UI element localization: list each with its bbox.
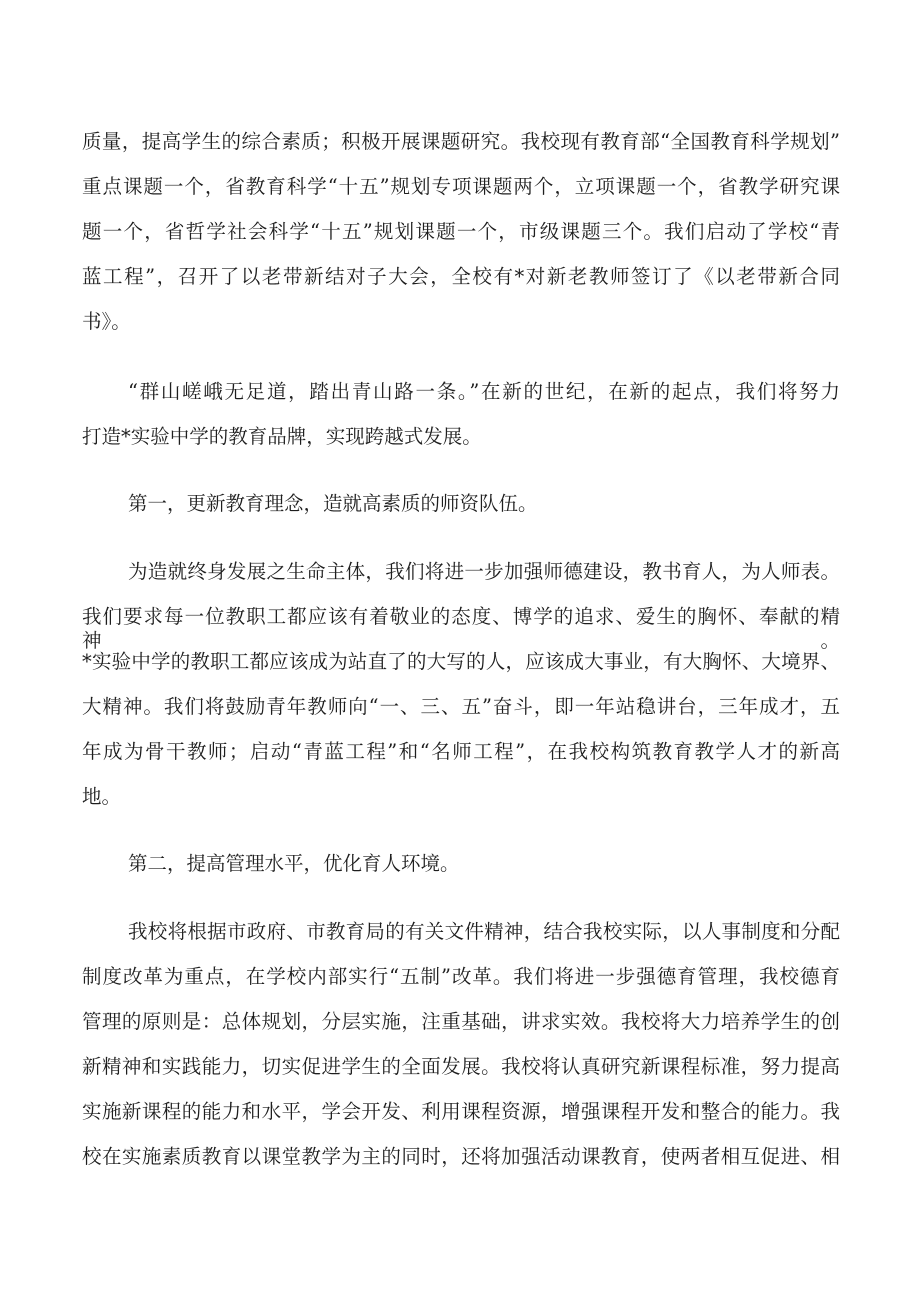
text-line: 年成为骨干教师；启动“青蓝工程”和“名师工程”，在我校构筑教育教学人才的新高 [82,740,840,763]
text-line: 制度改革为重点，在学校内部实行“五制”改革。我们将进一步强德育管理，我校德育 [82,965,840,988]
text-line: 管理的原则是：总体规划，分层实施，注重基础，讲求实效。我校将大力培养学生的创 [82,1010,840,1033]
text-line: 重点课题一个，省教育科学“十五”规划专项课题两个，立项课题一个，省教学研究课 [82,175,840,198]
text-line: 蓝工程”，召开了以老带新结对子大会，全校有*对新老教师签订了《以老带新合同 [82,265,840,288]
text-line: 实施新课程的能力和水平，学会开发、利用课程资源，增强课程开发和整合的能力。我 [82,1100,840,1123]
text-line: 题一个，省哲学社会科学“十五”规划课题一个，市级课题三个。我们启动了学校“青 [82,220,840,243]
text-line: 我校将根据市政府、市教育局的有关文件精神，结合我校实际，以人事制度和分配 [128,920,840,943]
section-heading: 第一，更新教育理念，造就高素质的师资队伍。 [128,492,538,515]
text-line: 为造就终身发展之生命主体，我们将进一步加强师德建设，教书育人，为人师表。 [128,560,840,583]
text-line: “群山嵯峨无足道，踏出青山路一条。”在新的世纪，在新的起点，我们将努力 [128,380,840,403]
text-line: 打造*实验中学的教育品牌，实现跨越式发展。 [82,425,482,448]
text-line: 新精神和实践能力，切实促进学生的全面发展。我校将认真研究新课程标准，努力提高 [82,1055,840,1078]
text-line: 质量，提高学生的综合素质；积极开展课题研究。我校现有教育部“全国教育科学规划” [82,130,840,153]
text-line: 地。 [82,785,122,808]
text-line: 我们要求每一位教职工都应该有着敬业的态度、博学的追求、爱生的胸怀、奉献的精神。 [82,605,840,652]
section-heading: 第二，提高管理水平，优化育人环境。 [128,852,460,875]
text-line: 书》。 [82,310,131,333]
text-line: *实验中学的教职工都应该成为站直了的大写的人，应该成大事业，有大胸怀、大境界、 [82,650,840,673]
text-line: 大精神。我们将鼓励青年教师向“一、三、五”奋斗，即一年站稳讲台，三年成才，五 [82,695,840,718]
text-line: 校在实施素质教育以课堂教学为主的同时，还将加强活动课教育，使两者相互促进、相 [82,1145,840,1168]
